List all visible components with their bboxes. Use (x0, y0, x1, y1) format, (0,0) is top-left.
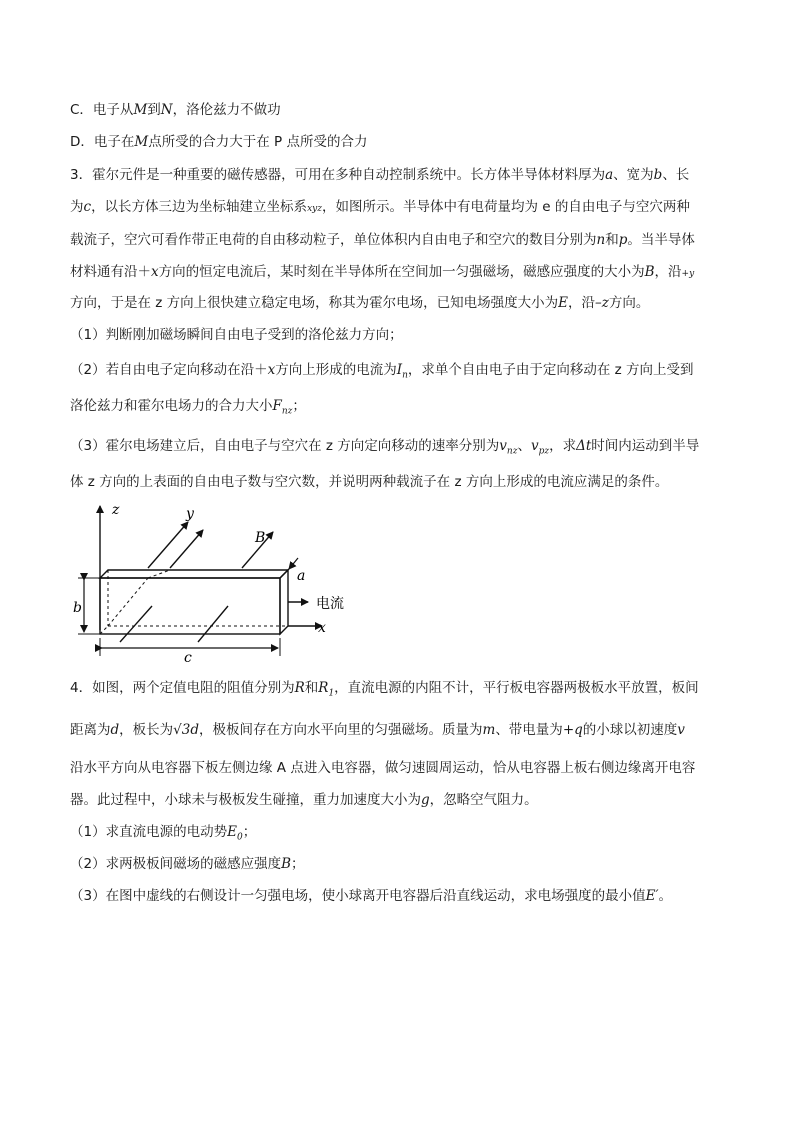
hall-element-figure (60, 500, 380, 665)
y-axis-label: y (186, 506, 194, 522)
problem3-line2: 为c，以长方体三边为坐标轴建立坐标系xyz，如图所示。半导体中有电荷量均为 e 的自由电子与空穴两种 (70, 199, 690, 215)
problem4-line1: 4．如图，两个定值电阻的阻值分别为R和$R_1$，直流电源的内阻不计，平行板电容器两极板水平放置，板间 (70, 680, 699, 699)
problem4-q3: （3）在图中虚线的右侧设计一匀强电场，使小球离开电容器后沿直线运动，求电场强度的最小值E′。 (70, 888, 673, 904)
problem3-line4: 材料通有沿＋x方向的恒定电流后，某时刻在半导体所在空间加一匀强磁场，磁感应强度的大小为B，沿+y (70, 264, 695, 280)
problem3-q1: （1）判断刚加磁场瞬间自由电子受到的洛伦兹力方向； (70, 327, 403, 343)
thickness-label: a (297, 568, 306, 584)
width-label: b (73, 600, 82, 616)
problem4-line2: 距离为d，板长为√3d，极板间存在方向水平向里的匀强磁场。质量为m、带电量为+q的小球以初速度v (70, 722, 685, 738)
problem3-q3-line1: （3）霍尔电场建立后，自由电子与空穴在 z 方向定向移动的速率分别为$v_{nz}$、$v_{pz}$，求Δt时间内运动到半导 (70, 438, 700, 457)
current-label: 电流 (316, 596, 344, 612)
problem3-line1: 3．霍尔元件是一种重要的磁传感器，可用在多种自动控制系统中。长方体半导体材料厚为a、宽为b、长 (70, 167, 690, 183)
option-c: C．电子从M到N，洛伦兹力不做功 (70, 102, 281, 118)
problem3-q2-line2: 洛伦兹力和霍尔电场力的合力大小$F_{nz}$； (70, 398, 306, 417)
z-axis-label: z (112, 502, 120, 518)
problem3-q3-line2: 体 z 方向的上表面的自由电子数与空穴数，并说明两种载流子在 z 方向上形成的电流应满足的条件。 (70, 474, 669, 490)
problem3-q2-line1: （2）若自由电子定向移动在沿＋x方向上形成的电流为$I_n$，求单个自由电子由于定向移动在 z 方向上受到 (70, 362, 694, 381)
length-label: c (184, 650, 192, 665)
problem4-q2: （2）求两极板间磁场的磁感应强度B； (70, 856, 305, 872)
y-axis (148, 522, 188, 568)
problem4-line3: 沿水平方向从电容器下板左侧边缘 A 点进入电容器，做匀速圆周运动，恰从电容器上板右侧边缘离开电容 (70, 760, 696, 776)
b-field-arrow (170, 530, 203, 568)
problem3-line3: 载流子，空穴可看作带正电荷的自由移动粒子，单位体积内自由电子和空穴的数目分别为n和p。当半导体 (70, 232, 695, 248)
problem3-line5: 方向，于是在 z 方向上很快建立稳定电场，称其为霍尔电场，已知电场强度大小为E，沿–z方向。 (70, 295, 650, 311)
problem4-q1: （1）求直流电源的电动势$E_0$； (70, 824, 257, 843)
b-field-label: B (255, 530, 266, 546)
problem4-line4: 器。此过程中，小球未与极板发生碰撞，重力加速度大小为g，忽略空气阻力。 (70, 792, 538, 808)
option-d: D．电子在M点所受的合力大于在 P 点所受的合力 (70, 134, 368, 150)
x-axis-label: x (318, 620, 326, 636)
